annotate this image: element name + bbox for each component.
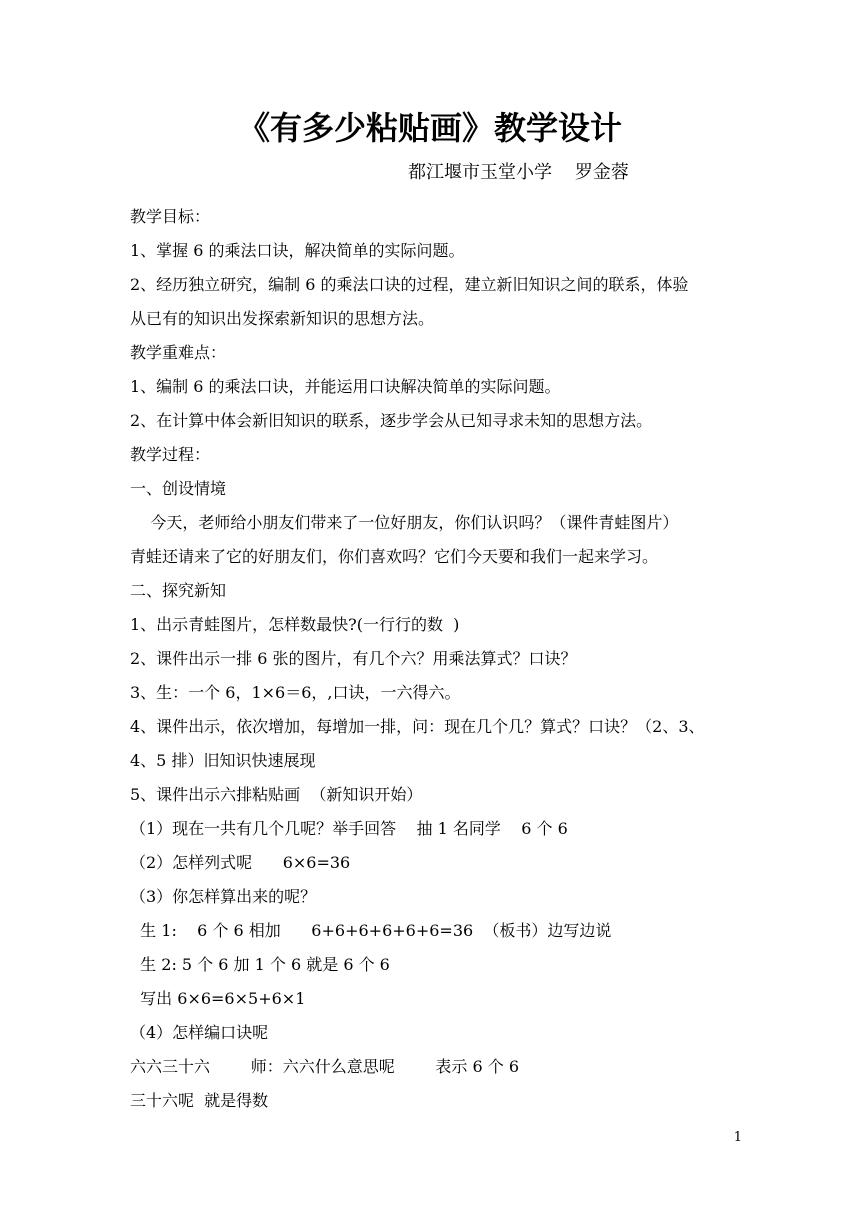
page-number: 1 (733, 1130, 742, 1145)
text-line: 1、编制 6 的乘法口诀，并能运用口诀解决简单的实际问题。 (130, 377, 561, 396)
text-line: 从已有的知识出发探索新知识的思想方法。 (130, 309, 435, 328)
text-line: 六六三十六 师：六六什么意思呢 表示 6 个 6 (130, 1057, 519, 1076)
text-line: （3）你怎样算出来的呢？ (130, 887, 317, 906)
text-line: 5、课件出示六排粘贴画 （新知识开始） (130, 785, 423, 804)
document-body (130, 200, 742, 1118)
text-line: 写出 6×6=6×5+6×1 (130, 989, 306, 1008)
text-line: 4、课件出示，依次增加，每增加一排，问：现在几个几？算式？口诀？（2、3、 (130, 717, 705, 736)
text-line: （4）怎样编口诀呢 (130, 1023, 269, 1042)
text-line: 一、创设情境 (130, 479, 227, 498)
text-line: （2）怎样列式呢 6×6=36 (130, 853, 351, 872)
author-line: 都江堰市玉堂小学 罗金蓉 (408, 162, 629, 183)
text-line: 二、探究新知 (130, 581, 227, 600)
text-line: 2、在计算中体会新旧知识的联系，逐步学会从已知寻求未知的思想方法。 (130, 411, 653, 430)
text-line: 生 1: 6 个 6 相加 6+6+6+6+6+6=36 （板书）边写边说 (130, 921, 612, 940)
text-line: 教学重难点： (130, 343, 227, 362)
text-line: 青蛙还请来了它的好朋友们，你们喜欢吗？它们今天要和我们一起来学习。 (130, 547, 659, 566)
text-line: 1、掌握 6 的乘法口诀，解决简单的实际问题。 (130, 241, 465, 260)
text-line: 今天，老师给小朋友们带来了一位好朋友，你们认识吗？（课件青蛙图片） (130, 513, 679, 532)
document-title: 《有多少粘贴画》教学设计 (237, 109, 622, 147)
text-line: 1、出示青蛙图片，怎样数最快?(一行行的数 ) (130, 615, 460, 634)
text-line: 教学目标： (130, 207, 211, 226)
text-line: 4、5 排）旧知识快速展现 (130, 751, 316, 770)
text-line: 三十六呢 就是得数 (130, 1091, 269, 1110)
text-line: 教学过程： (130, 445, 211, 464)
text-line: 3、生：一个 6，1×6＝6，,口诀，一六得六。 (130, 683, 461, 702)
text-line: 2、经历独立研究，编制 6 的乘法口诀的过程，建立新旧知识之间的联系，体验 (130, 275, 689, 294)
text-line: 生 2: 5 个 6 加 1 个 6 就是 6 个 6 (130, 955, 390, 974)
text-line: （1）现在一共有几个几呢？举手回答 抽 1 名同学 6 个 6 (130, 819, 568, 838)
text-line: 2、课件出示一排 6 张的图片，有几个六？用乘法算式？口诀？ (130, 649, 577, 668)
